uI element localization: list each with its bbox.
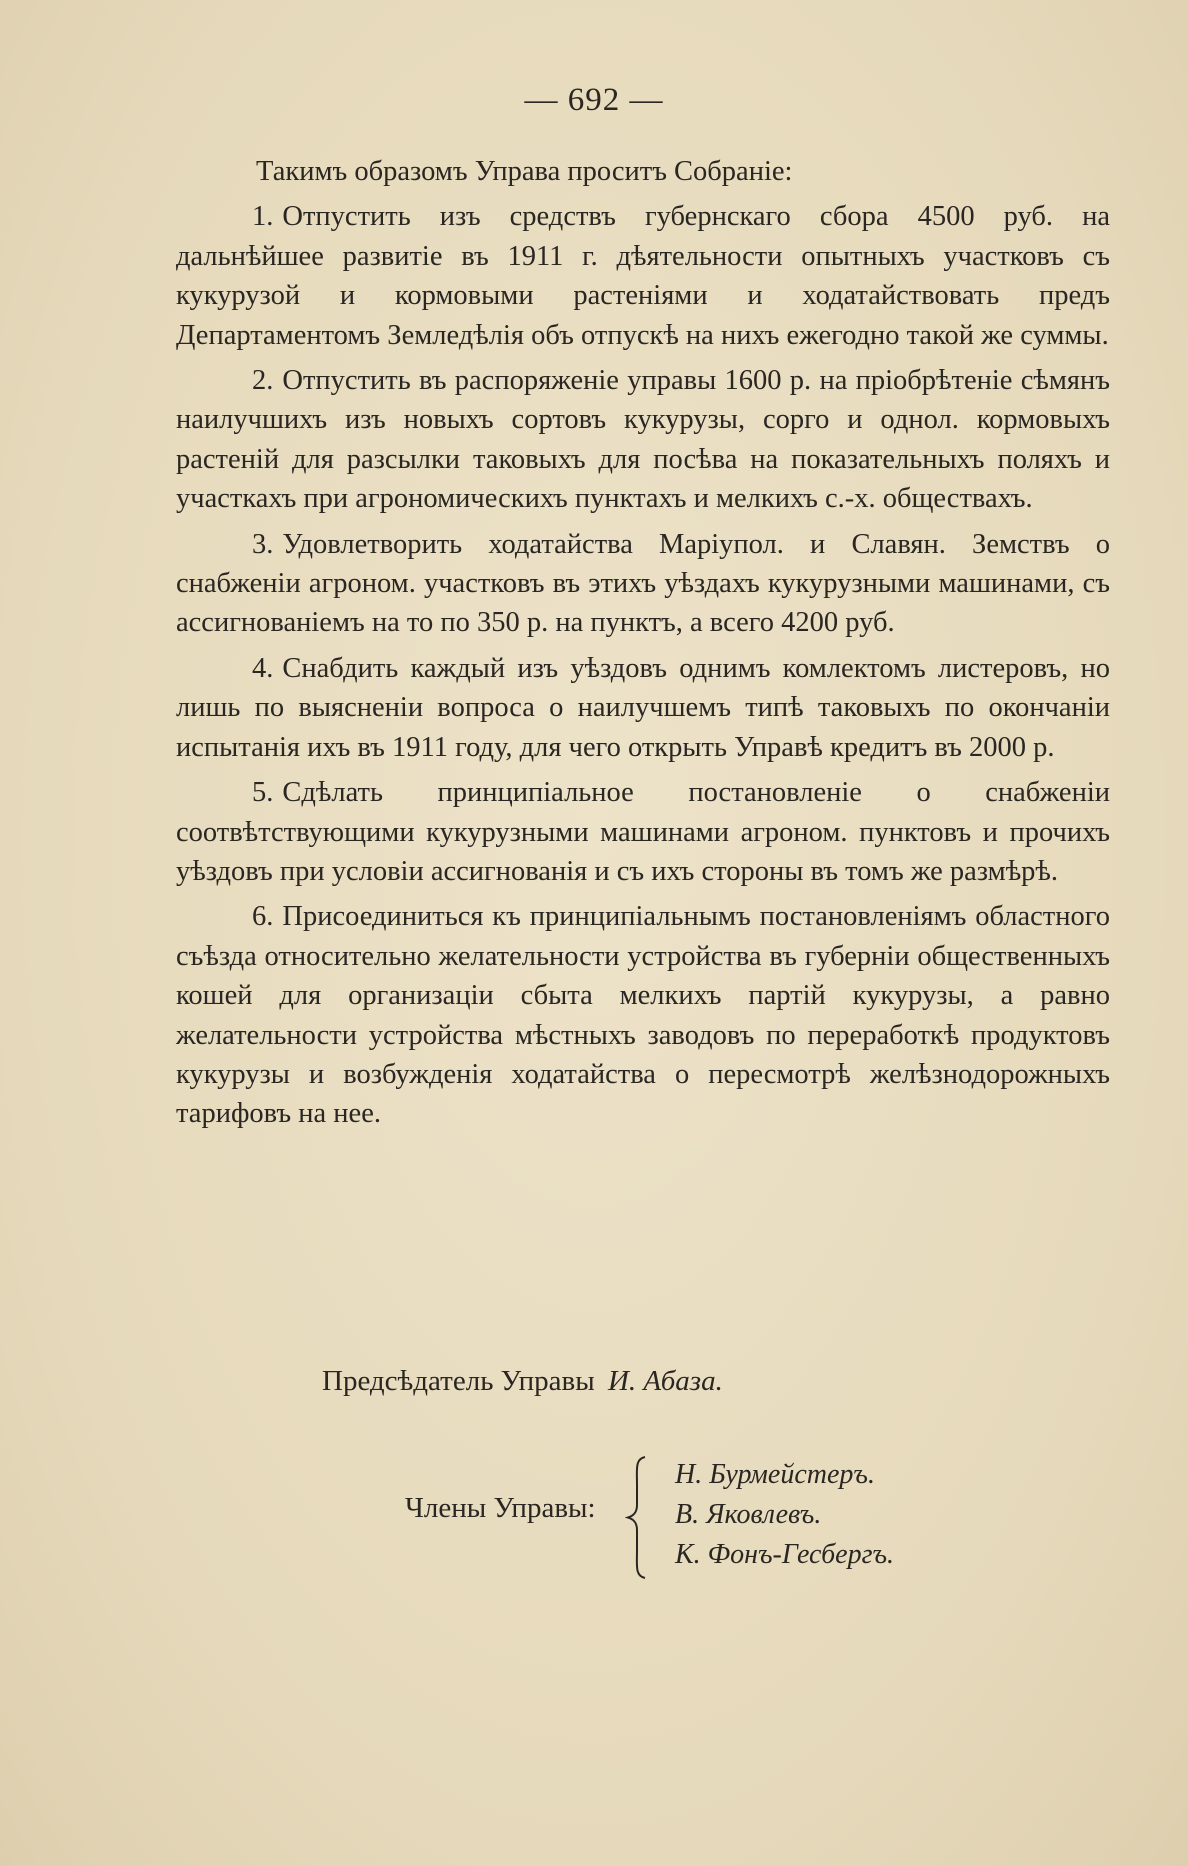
item-number: 6. — [252, 901, 274, 933]
members-label: Члены Управы: — [405, 1492, 596, 1524]
item-number: 3. — [252, 528, 274, 560]
item-number: 5. — [252, 777, 274, 809]
item-number: 2. — [252, 365, 274, 397]
chairman-name: И. Абаза. — [607, 1365, 723, 1397]
list-item — [176, 897, 1110, 1133]
member-name: В. Яковлевъ. — [675, 1499, 822, 1530]
chairman-label: Предсѣдатель Управы — [322, 1365, 595, 1397]
page-number: — 692 — — [524, 82, 664, 118]
member-name: Н. Бурмейстеръ. — [675, 1459, 875, 1490]
item-text: Присоединиться къ принципіальнымъ постановленіямъ областного съѣзда относительно желательности устройства въ губерніи общественныхъ кошей для организаціи сбыта мелкихъ партій кукурузы, а равно желательности устройства мѣстныхъ заводовъ по переработкѣ продуктовъ кукурузы и возбужденія ходатайства о пересмотрѣ желѣзнодорожныхъ тарифовъ на нее. — [176, 901, 1110, 1130]
item-text: Снабдить каждый изъ уѣздовъ однимъ комлектомъ листеровъ, но лишь по выясненіи вопроса о наилучшемъ типѣ таковыхъ по окончаніи испытанія ихъ въ 1911 году, для чего открыть Управѣ кредитъ въ 2000 р. — [176, 652, 1110, 763]
list-item — [176, 773, 1110, 891]
member-list — [675, 1455, 894, 1575]
intro-paragraph: Такимъ образомъ Управа проситъ Собраніе: — [256, 156, 793, 187]
curly-brace-icon — [625, 1455, 653, 1580]
body-text — [176, 152, 1110, 1134]
member-name: К. Фонъ-Гесбергъ. — [675, 1539, 895, 1570]
item-text: Удовлетворить ходатайства Маріупол. и Славян. Земствъ о снабженіи агроном. участковъ въ этихъ уѣздахъ кукурузными машинами, съ ассигнованіемъ на то по 350 р. на пунктъ, а всего 4200 руб. — [176, 528, 1110, 639]
list-item — [176, 197, 1110, 355]
list-item — [176, 525, 1110, 643]
item-number: 1. — [252, 201, 274, 233]
list-item — [176, 649, 1110, 767]
list-item — [176, 361, 1110, 519]
chairman-signature — [322, 1365, 723, 1398]
item-text: Отпустить изъ средствъ губернскаго сбора 4500 руб. на дальнѣйшее развитіе въ 1911 г. дѣятельности опытныхъ участковъ съ кукурузой и кормовыми растеніями и ходатайствовать предъ Департаментомъ Земледѣлія объ отпускѣ на нихъ ежегодно такой же суммы. — [176, 201, 1110, 351]
members-block — [405, 1455, 965, 1580]
item-number: 4. — [252, 652, 274, 684]
item-text: Отпустить въ распоряженіе управы 1600 р. на пріобрѣтеніе сѣмянъ наилучшихъ изъ новыхъ сортовъ кукурузы, сорго и однол. кормовыхъ растеній для разсылки таковыхъ для посѣва на показательныхъ поляхъ и участкахъ при агрономическихъ пунктахъ и мелкихъ с.-х. обществахъ. — [176, 365, 1110, 515]
item-text: Сдѣлать принципіальное постановленіе о снабженіи соотвѣтствующими кукурузными машинами агроном. пунктовъ и прочихъ уѣздовъ при условіи ассигнованія и съ ихъ стороны въ томъ же размѣрѣ. — [176, 777, 1110, 887]
